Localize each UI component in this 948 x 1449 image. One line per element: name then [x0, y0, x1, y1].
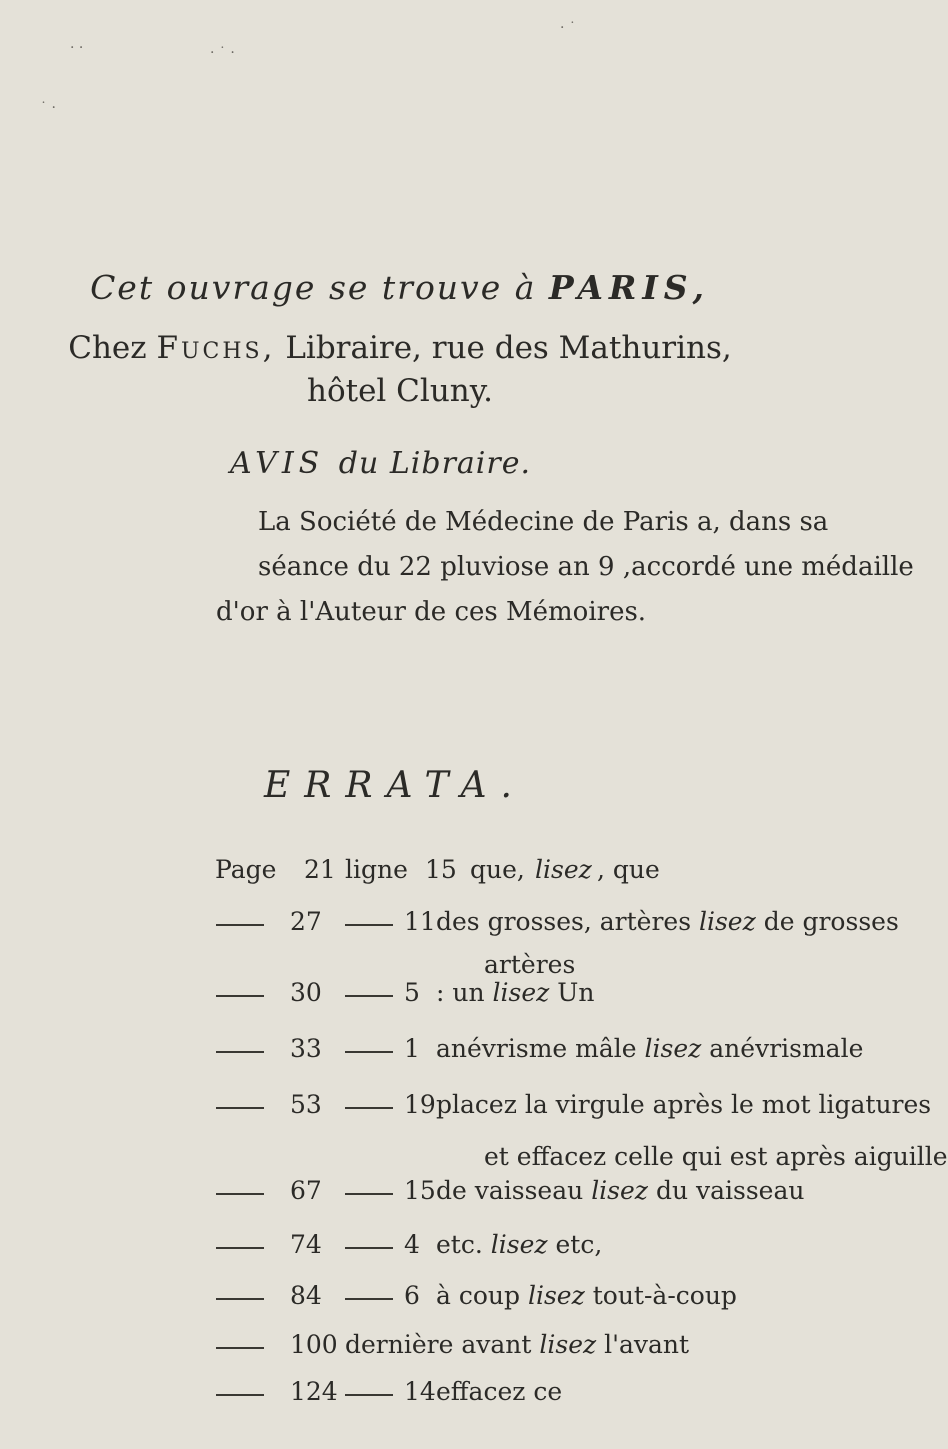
avis-title	[230, 446, 531, 481]
ditto-dash	[216, 1247, 264, 1249]
errata-before: effacez ce	[436, 1377, 563, 1406]
errata-title: ERRATA.	[263, 765, 526, 806]
avis-line: La Société de Médecine de Paris a, dans sa	[258, 507, 829, 537]
errata-correction	[436, 1176, 804, 1205]
bookseller-name: Fuchs,	[156, 330, 276, 366]
errata-before: à coup	[436, 1281, 521, 1310]
lisez-word: lisez	[527, 1281, 585, 1310]
lisez-word: lisez	[698, 907, 756, 936]
errata-correction	[436, 1090, 931, 1119]
heading-city: PARIS,	[548, 268, 710, 307]
errata-correction	[345, 1330, 689, 1359]
ditto-dash	[345, 924, 393, 926]
errata-line: 6	[404, 1281, 420, 1310]
errata-correction	[436, 1034, 863, 1063]
ink-speck: ˙ ·	[40, 100, 56, 116]
page-label: Page	[215, 855, 277, 884]
errata-after: etc,	[555, 1230, 603, 1259]
errata-line: 14	[404, 1377, 436, 1406]
avis-line: d'or à l'Auteur de ces Mémoires.	[216, 597, 647, 627]
lisez-word: lisez	[492, 978, 550, 1007]
ditto-dash	[216, 1193, 264, 1195]
errata-page: 21	[304, 855, 336, 884]
bookseller-hotel: hôtel Cluny.	[306, 373, 493, 409]
ditto-dash	[216, 924, 264, 926]
errata-page: 67	[290, 1176, 322, 1205]
errata-page: 33	[290, 1034, 322, 1063]
chez-suffix: Libraire, rue des Mathurins,	[285, 330, 732, 366]
errata-correction	[436, 1377, 562, 1406]
errata-before: des grosses, artères	[436, 907, 692, 936]
ditto-dash	[345, 1193, 393, 1195]
errata-after: l'avant	[604, 1330, 690, 1359]
errata-after: anévrismale	[709, 1034, 864, 1063]
errata-before: : un	[436, 978, 485, 1007]
ditto-dash	[216, 1051, 264, 1053]
errata-continuation: et effacez celle qui est après aiguille	[484, 1142, 948, 1171]
ditto-dash	[216, 1347, 264, 1349]
avis-title-suffix: du Libraire.	[338, 446, 532, 481]
lisez-word: lisez	[535, 855, 592, 884]
errata-correction	[436, 1281, 737, 1310]
avis-line: séance du 22 pluviose an 9 ,accordé une médaille	[258, 552, 914, 582]
ditto-dash	[345, 1051, 393, 1053]
errata-page: 100	[290, 1330, 338, 1359]
ditto-dash	[345, 1247, 393, 1249]
errata-page: 53	[290, 1090, 322, 1119]
errata-correction	[436, 978, 594, 1007]
errata-line: 4	[404, 1230, 420, 1259]
errata-after: tout-à-coup	[592, 1281, 737, 1310]
ditto-dash	[345, 995, 393, 997]
lisez-word: lisez	[591, 1176, 648, 1205]
bookseller-heading	[0, 268, 800, 307]
ditto-dash	[216, 1394, 264, 1396]
errata-after: , que	[597, 855, 660, 884]
line-label: ligne	[345, 855, 408, 884]
errata-page: 27	[290, 907, 322, 936]
ink-speck: · ˙	[560, 20, 576, 36]
errata-line: 11	[404, 907, 436, 936]
ink-speck: · ·	[70, 40, 84, 56]
ditto-dash	[345, 1394, 393, 1396]
errata-line: 15	[425, 855, 457, 884]
ditto-dash	[216, 1107, 264, 1109]
errata-correction	[436, 1230, 602, 1259]
ditto-dash	[345, 1107, 393, 1109]
errata-after: Un	[557, 978, 595, 1007]
errata-after: de grosses	[763, 907, 899, 936]
errata-line: 19	[404, 1090, 436, 1119]
errata-continuation: artères	[484, 950, 576, 979]
bookseller-address	[0, 330, 800, 366]
errata-line: 5	[404, 978, 420, 1007]
errata-line: 1	[404, 1034, 420, 1063]
ditto-dash	[345, 1298, 393, 1300]
heading-prefix: Cet ouvrage se trouve à	[90, 268, 537, 307]
errata-before: anévrisme mâle	[436, 1034, 637, 1063]
ditto-dash	[216, 1298, 264, 1300]
errata-before: dernière avant	[345, 1330, 532, 1359]
lisez-word: lisez	[490, 1230, 548, 1259]
ink-speck: · ˙ ·	[210, 45, 235, 61]
errata-page: 74	[290, 1230, 322, 1259]
errata-before: etc.	[436, 1230, 483, 1259]
errata-correction	[436, 907, 899, 936]
errata-page: 84	[290, 1281, 322, 1310]
lisez-word: lisez	[539, 1330, 597, 1359]
errata-page: 30	[290, 978, 322, 1007]
errata-line: 15	[404, 1176, 436, 1205]
errata-page: 124	[290, 1377, 338, 1406]
errata-before: placez la virgule après le mot ligatures	[436, 1090, 932, 1119]
chez-prefix: Chez	[68, 330, 147, 366]
errata-before: de vaisseau	[436, 1176, 584, 1205]
errata-after: du vaisseau	[655, 1176, 805, 1205]
avis-title-word: AVIS	[230, 446, 325, 481]
lisez-word: lisez	[644, 1034, 702, 1063]
ditto-dash	[216, 995, 264, 997]
errata-before: que,	[470, 855, 525, 884]
